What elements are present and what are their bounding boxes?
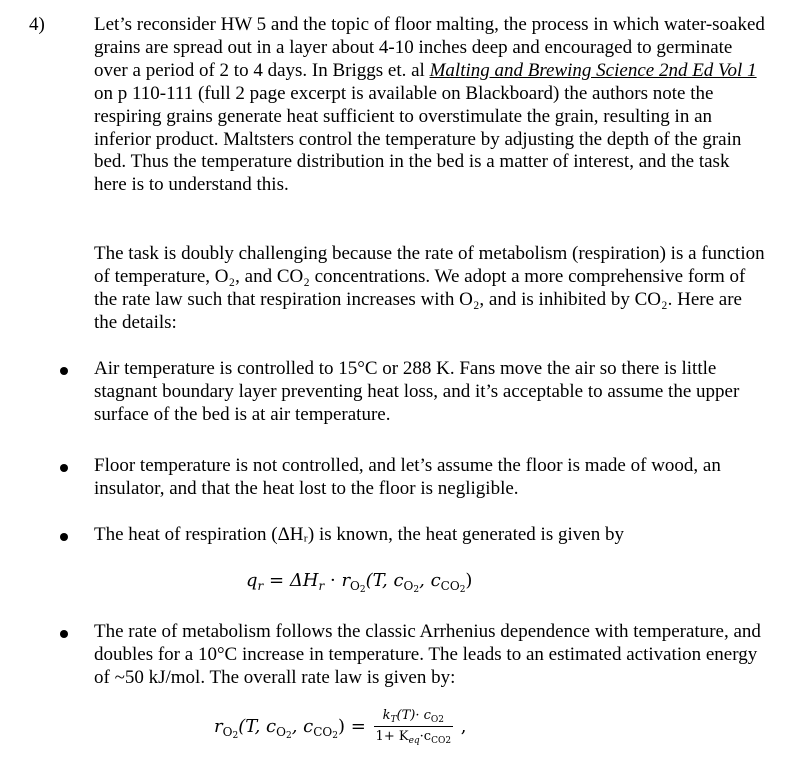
rate-law-fraction xyxy=(374,708,454,746)
book-reference-link[interactable]: Malting and Brewing Science 2nd Ed Vol 1 xyxy=(429,59,757,81)
challenge-paragraph: The task is doubly challenging because the rate of metabolism (respiration) is a function of temperature, O₂, and CO₂ concentrations. We adopt a more comprehensive form of the rate law such that respiration increases with O₂, and is inhibited by CO₂. Here are the details: xyxy=(94,243,765,333)
bullet-dot xyxy=(60,630,68,638)
intro-text-b: on p 110-111 (full 2 page excerpt is available on Blackboard) the authors note the respiring grains generate heat sufficient to overstimulate the grain, resulting in an inferior product. Maltsters control the temperature by adjusting the depth of the grain bed. Thus the temperature distribution in the bed is a matter of interest, and the task here is to understand this. xyxy=(94,82,742,196)
fraction-numerator: $k_T(T)\cdot c_{O2}$ xyxy=(374,708,454,727)
fraction-denominator: $1+ K_{eq}\cdot c_{CO2}$ xyxy=(375,729,452,746)
question-number: 4) xyxy=(29,14,45,35)
rate-law-equation: $r_{O_2}(T$, $c_{O_2}$, $c_{CO_2}$) = $\frac{k_T(T)\cdot c_{O2}}{1+ K_{eq}\cdot c_{CO2}}$ , xyxy=(214,708,467,746)
bullet-dot xyxy=(60,367,68,375)
bullet-dot xyxy=(60,464,68,472)
bullet-dot xyxy=(60,533,68,541)
bullet-metabolism-rate: The rate of metabolism follows the classic Arrhenius dependence with temperature, and doubles for a 10°C increase in temperature. The leads to an estimated activation energy of ~50 kJ/mol. The overall rate law is given by: xyxy=(94,621,761,688)
intro-text-a: Let’s reconsider HW 5 and the topic of floor malting, the process in which water-soaked grains are spread out in a layer about 4-10 inches deep and encouraged to germinate over a period of 2 to 4 days. In Briggs et. al xyxy=(94,14,765,81)
heat-generation-equation: $q_r = \Delta H_r \cdot r_{O_2}(T$, $c_{O_2}$, $c_{CO_2}$) xyxy=(246,570,473,595)
intro-paragraph xyxy=(94,14,766,197)
bullet-floor-temperature: Floor temperature is not controlled, and let’s assume the floor is made of wood, an insulator, and that the heat lost to the floor is negligible. xyxy=(94,455,721,499)
bullet-air-temperature: Air temperature is controlled to 15°C or 288 K. Fans move the air so there is little stagnant boundary layer preventing heat loss, and it’s acceptable to assume the upper surface of the bed is at air temperature. xyxy=(94,358,740,425)
bullet-heat-of-respiration: The heat of respiration (ΔHᵣ) is known, the heat generated is given by xyxy=(94,524,624,545)
